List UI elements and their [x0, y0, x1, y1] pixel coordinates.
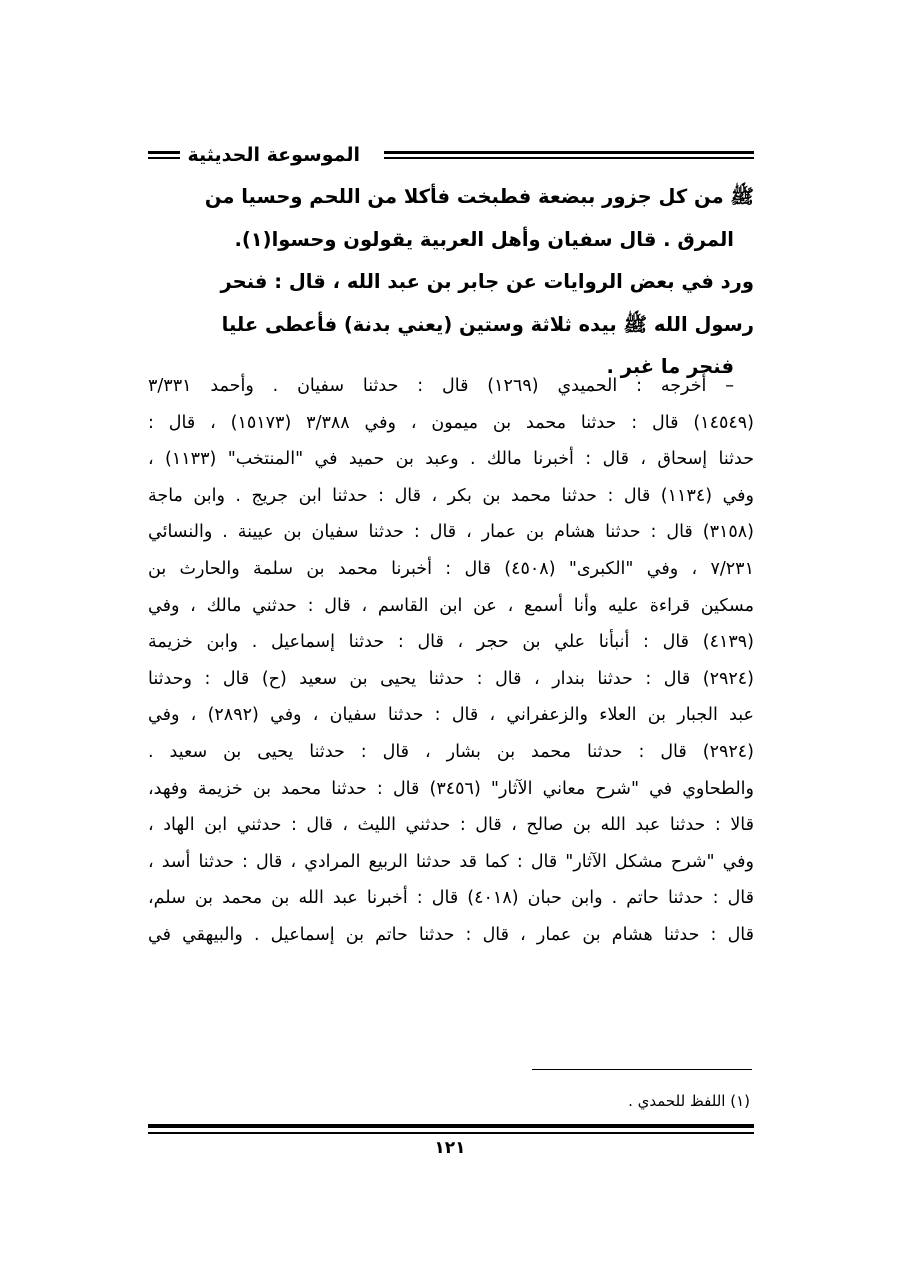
- takhrij-line: وفي "شرح مشكل الآثار" قال : كما قد حدثنا الربيع المرادي ، قال : حدثنا أسد ،: [148, 851, 754, 872]
- takhrij-line: (١٤٥٤٩) قال : حدثنا محمد بن ميمون ، وفي ٣/٣٨٨ (١٥١٧٣) ، قال :: [148, 412, 754, 433]
- takhrij-line: والطحاوي في "شرح معاني الآثار" (٣٤٥٦) قال : حدثنا محمد بن خزيمة وفهد،: [148, 778, 754, 799]
- header-title: الموسوعة الحديثية: [180, 140, 369, 172]
- takhrij-line: (٣١٥٨) قال : حدثنا هشام بن عمار ، قال : حدثنا سفيان بن عيينة . والنسائي: [148, 522, 754, 543]
- hadith-text: [148, 176, 754, 389]
- takhrij-line: – أخرجه : الحميدي (١٢٦٩) قال : حدثنا سفيان . وأحمد ٣/٣٣١: [148, 376, 734, 396]
- takhrij-line: حدثنا إسحاق ، قال : أخبرنا مالك . وعبد بن حميد في "المنتخب" (١١٣٣) ،: [148, 449, 754, 470]
- hadith-line: ﷺ من كل جزور ببضعة فطبخت فأكلا من اللحم وحسيا من: [204, 185, 754, 208]
- takhrij-line: (٢٩٢٤) قال : حدثنا محمد بن بشار ، قال : حدثنا يحيى بن سعيد .: [148, 741, 754, 762]
- hadith-line: المرق . قال سفيان وأهل العربية يقولون وحسوا(١).: [234, 227, 734, 251]
- takhrij-line: قال : حدثنا حاتم . وابن حبان (٤٠١٨) قال : أخبرنا عبد الله بن محمد بن سلم،: [148, 888, 754, 909]
- header-rule-right: [384, 151, 754, 159]
- footnote: (١) اللفظ للحمدي .: [628, 1092, 750, 1110]
- footnote-separator: [532, 1069, 752, 1070]
- takhrij-text: [148, 368, 754, 954]
- page-number: ١٢١: [434, 1138, 466, 1158]
- takhrij-line: ٧/٢٣١ ، وفي "الكبرى" (٤٥٠٨) قال : أخبرنا محمد بن سلمة والحارث بن: [148, 558, 754, 579]
- takhrij-line: مسكين قراءة عليه وأنا أسمع ، عن ابن القاسم ، قال : حدثني مالك ، وفي: [148, 595, 754, 616]
- hadith-line: ورد في بعض الروايات عن جابر بن عبد الله ، قال : فنحر: [220, 270, 754, 293]
- takhrij-line: عبد الجبار بن العلاء والزعفراني ، قال : حدثنا سفيان ، وفي (٢٨٩٢) ، وفي: [148, 705, 754, 726]
- takhrij-line: (٤١٣٩) قال : أنبأنا علي بن حجر ، قال : حدثنا إسماعيل . وابن خزيمة: [148, 632, 754, 653]
- hadith-line: فنحر ما غبر .: [606, 355, 734, 378]
- takhrij-line: قال : حدثنا هشام بن عمار ، قال : حدثنا حاتم بن إسماعيل . والبيهقي في: [148, 924, 754, 945]
- running-header: [148, 140, 754, 172]
- hadith-line: رسول الله ﷺ بيده ثلاثة وستين (يعني بدنة) فأعطى عليا: [221, 312, 754, 336]
- takhrij-line: وفي (١١٣٤) قال : حدثنا محمد بن بكر ، قال : حدثنا ابن جريج . وابن ماجة: [148, 485, 754, 506]
- takhrij-line: قالا : حدثنا عبد الله بن صالح ، قال : حدثني الليث ، قال : حدثني ابن الهاد ،: [148, 815, 754, 836]
- footer-rule: [148, 1124, 754, 1134]
- takhrij-line: (٢٩٢٤) قال : حدثنا بندار ، قال : حدثنا يحيى بن سعيد (ح) قال : وحدثنا: [148, 668, 754, 689]
